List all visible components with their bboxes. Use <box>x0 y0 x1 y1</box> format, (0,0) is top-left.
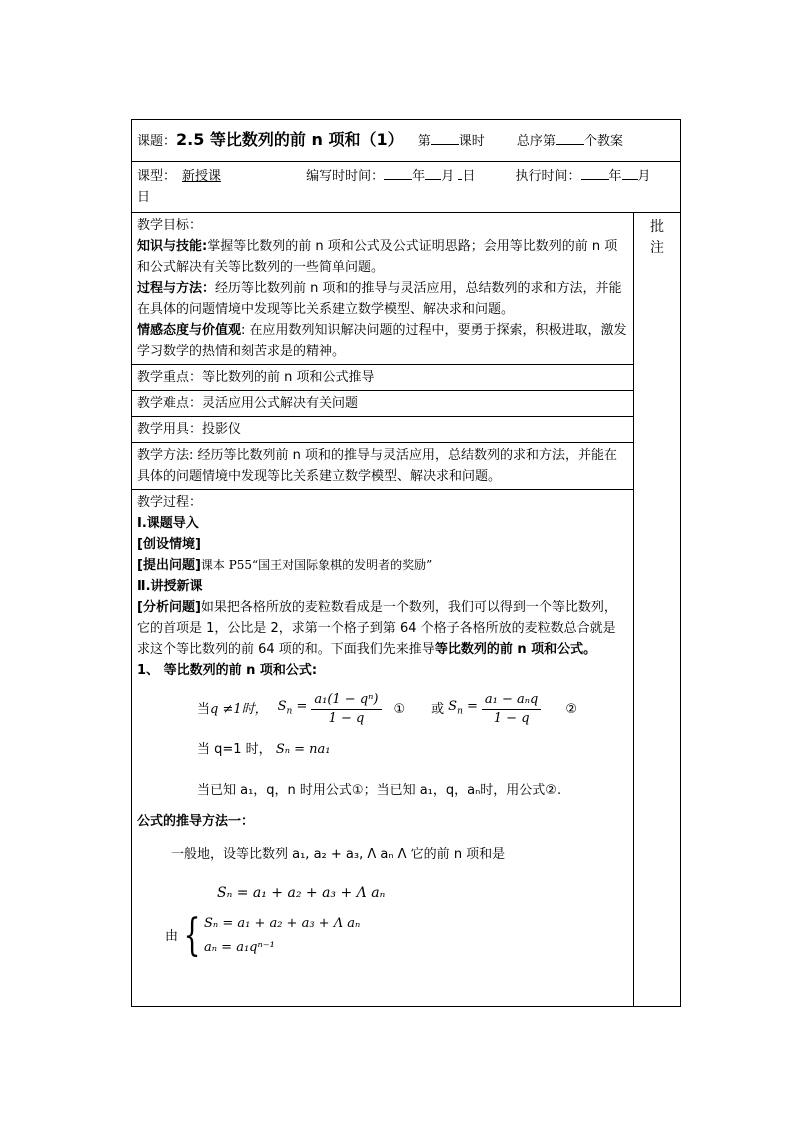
formula-sn-1: $S_n$ = <box>277 698 308 717</box>
raise-question-text: 课本 P55“国王对国际象棋的发明者的奖励” <box>200 558 433 572</box>
analysis-text: 如果把各格所放的麦粒数看成是一个数列，我们可以得到一个等比数列，它的首项是 1，公比是 2，求第一个格子到第 64 个格子各格所放的麦粒数总合就是求这个等比数列的前 64 项的和。下面我们先来推导 <box>137 600 617 657</box>
formula-numerator-2: a₁ − aₙq <box>482 691 541 710</box>
goals-row <box>132 213 681 365</box>
annotation-label-1: 批 <box>650 219 664 235</box>
annotation-column <box>634 213 681 1007</box>
method-row <box>132 443 681 490</box>
formula-numerator-1: a₁(1 − qⁿ) <box>311 691 381 710</box>
lesson-number-blank[interactable] <box>431 131 459 145</box>
formula-fraction-1 <box>311 691 381 728</box>
system-line-1: Sₙ = a₁ + a₂ + a₃ + Λ aₙ <box>204 916 361 931</box>
process-heading: 教学过程： <box>137 495 203 510</box>
total-number-label: 总序第 <box>516 134 556 149</box>
lesson-type-label: 课型： <box>137 169 177 184</box>
topic-prefix: 课题： <box>137 134 177 149</box>
goal-knowledge-label: 知识与技能: <box>137 239 208 254</box>
system-lines <box>204 912 360 960</box>
total-unit-label: 个教案 <box>583 134 623 149</box>
general-text: 一般地，设等比数列 a₁, a₂ + a₃, Λ aₙ Λ 它的前 n 项和是 <box>171 847 506 862</box>
goal-process-text: 经历等比数列前 n 项和的推导与灵活应用，总结数列的求和方法，并能在具体的问题情境中发现等比关系建立数学模型、解决求和问题。 <box>137 281 622 317</box>
derive-title: 公式的推导方法一： <box>137 814 255 829</box>
section-new-lesson: Ⅱ.讲授新课 <box>137 579 203 594</box>
exec-year-label: 年 <box>608 169 622 184</box>
exec-day-label: 日 <box>137 190 151 205</box>
write-time-label: 编写时时间： <box>306 169 385 184</box>
lesson-number-label: 第 <box>417 134 431 149</box>
title-cell <box>132 120 681 162</box>
q1-formula: Sₙ = na₁ <box>275 742 331 757</box>
exec-month-blank[interactable] <box>622 166 638 180</box>
section-intro: Ⅰ.课题导入 <box>137 516 199 531</box>
formula-condition: q ≠1时， <box>210 701 268 717</box>
formula-fraction-2 <box>482 691 541 728</box>
meta-row <box>132 162 681 213</box>
create-scenario: [创设情境] <box>137 537 201 552</box>
annotation-label-2: 注 <box>650 240 664 256</box>
by-label: 由 <box>165 928 179 944</box>
formula-when: 当 <box>197 701 211 717</box>
tools-row <box>132 417 681 443</box>
key-point: 教学重点：等比数列的前 n 项和公式推导 <box>132 365 634 391</box>
sum-formula-row <box>197 681 628 737</box>
process-cell <box>132 490 634 1007</box>
write-year-blank[interactable] <box>384 166 412 180</box>
method: 教学方法: 经历等比数列前 n 项和的推导与灵活应用，总结数列的求和方法，并能在具体的问题情境中发现等比关系建立数学模型、解决求和问题。 <box>132 443 634 490</box>
goal-emotion-text: : 在应用数列知识解决问题的过程中，要勇于探索，积极进取，激发学习数学的热情和刻苦求是的精神。 <box>137 323 627 359</box>
item-1-heading: 1、 等比数列的前 n 项和公式: <box>137 663 318 678</box>
raise-question-label: [提出问题] <box>137 558 201 573</box>
exec-year-blank[interactable] <box>581 166 609 180</box>
lesson-type-value: 新授课 <box>182 169 222 184</box>
analysis-paragraph <box>137 597 628 660</box>
exec-time-label: 执行时间： <box>515 169 581 184</box>
write-month-blank[interactable] <box>425 166 441 180</box>
goal-knowledge <box>137 236 628 278</box>
goal-emotion-label: 情感态度与价值观 <box>137 323 242 338</box>
analysis-label: [分析问题] <box>137 600 201 615</box>
formula-mark-2: ② <box>565 701 578 717</box>
write-day-label: 日 <box>462 169 476 184</box>
analysis-bold: 等比数列的前 n 项和公式。 <box>434 642 597 657</box>
goal-knowledge-text: 掌握等比数列的前 n 项和公式及公式证明思路；会用等比数列的前 n 项和公式解决有关等比数列的一些简单问题。 <box>137 239 618 275</box>
goal-process <box>137 278 628 320</box>
exec-month-label: 月 <box>637 169 651 184</box>
key-point-row <box>132 365 681 391</box>
usage-row: 当已知 a₁，q，n 时用公式①；当已知 a₁，q，aₙ时，用公式②. <box>197 783 562 798</box>
goal-emotion <box>137 320 628 362</box>
brace-icon: { <box>183 910 201 961</box>
raise-question <box>137 555 628 576</box>
formula-denominator-1: 1 − q <box>328 710 365 726</box>
total-number-blank[interactable] <box>556 131 584 145</box>
meta-cell <box>132 162 681 213</box>
formula-or: 或 <box>431 701 445 717</box>
goal-process-label: 过程与方法： <box>137 281 216 296</box>
process-row <box>132 490 681 1007</box>
equation-system <box>165 912 628 960</box>
lesson-plan-table <box>131 119 681 1007</box>
write-month-label: 月 <box>441 169 455 184</box>
goals-heading: 教学目标： <box>137 218 203 233</box>
write-year-label: 年 <box>412 169 426 184</box>
formula-sn-2: $S_n$ = <box>448 698 478 717</box>
difficulty-row <box>132 391 681 417</box>
goals-cell <box>132 213 634 365</box>
lesson-plan <box>131 119 680 1007</box>
tools: 教学用具：投影仪 <box>132 417 634 443</box>
lesson-unit-label: 课时 <box>458 134 485 149</box>
q-equals-one-row <box>197 739 628 760</box>
formula-denominator-2: 1 − q <box>493 710 530 726</box>
title-row <box>132 120 681 162</box>
system-line-2: aₙ = a₁qⁿ⁻¹ <box>204 940 275 955</box>
q1-text: 当 q=1 时， <box>197 742 272 757</box>
sum-definition: Sₙ = a₁ + a₂ + a₃ + Λ aₙ <box>217 885 386 901</box>
difficulty: 教学难点：灵活应用公式解决有关问题 <box>132 391 634 417</box>
formula-mark-1: ① <box>393 701 406 717</box>
topic-title: 2.5 等比数列的前 n 项和（1） <box>176 130 404 149</box>
